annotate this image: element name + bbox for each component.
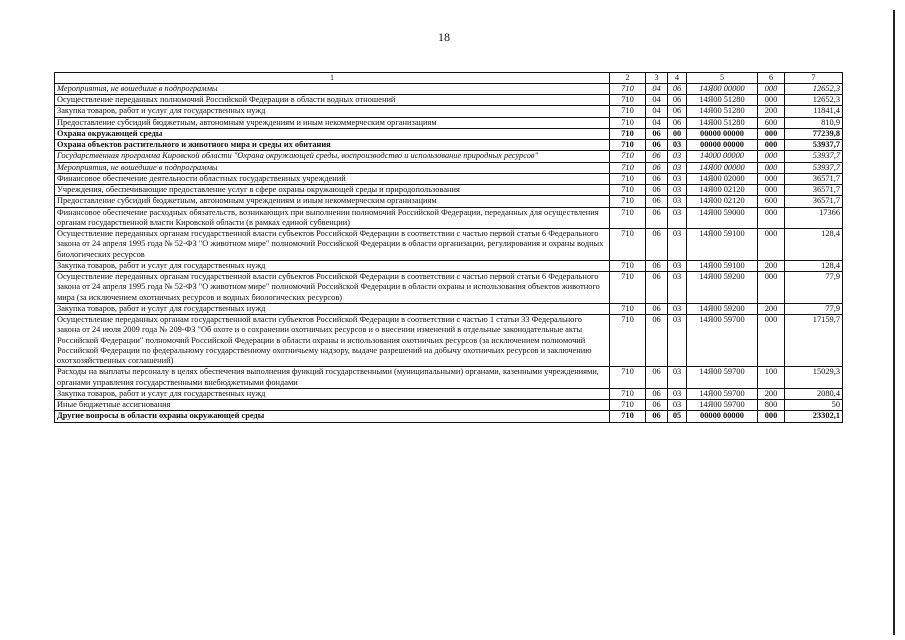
table-row xyxy=(55,173,843,184)
table-cell-subsection: 03 xyxy=(668,400,687,411)
table-row xyxy=(55,229,843,261)
table-cell-section: 04 xyxy=(646,117,668,128)
table-cell-expense-type: 200 xyxy=(758,106,785,117)
table-cell-target-article: 00000 00000 xyxy=(687,128,758,139)
table-cell-target-article: 14Я00 51280 xyxy=(687,106,758,117)
column-header: 1 xyxy=(55,73,610,84)
table-cell-target-article: 14Я00 59200 xyxy=(687,272,758,304)
table-cell-name: Мероприятия, не вошедшие в подпрограммы xyxy=(55,83,610,94)
table-cell-code: 710 xyxy=(610,400,646,411)
table-cell-name: Закупка товаров, работ и услуг для государственных нужд xyxy=(55,388,610,399)
table-cell-target-article: 14Я00 51280 xyxy=(687,95,758,106)
table-row xyxy=(55,400,843,411)
table-cell-target-article: 14Я00 51280 xyxy=(687,117,758,128)
table-cell-name: Другие вопросы в области охраны окружающей среды xyxy=(55,411,610,422)
table-cell-subsection: 05 xyxy=(668,411,687,422)
table-cell-expense-type: 100 xyxy=(758,367,785,389)
table-cell-amount: 15029,3 xyxy=(785,367,843,389)
table-cell-code: 710 xyxy=(610,229,646,261)
table-cell-code: 710 xyxy=(610,173,646,184)
table-cell-expense-type: 200 xyxy=(758,388,785,399)
table-cell-amount: 77,9 xyxy=(785,272,843,304)
table-cell-target-article: 14Я00 59700 xyxy=(687,388,758,399)
table-row xyxy=(55,260,843,271)
table-cell-name: Предоставление субсидий бюджетным, автономным учреждениям и иным некоммерческим организациям xyxy=(55,117,610,128)
table-cell-amount: 53937,7 xyxy=(785,162,843,173)
table-cell-code: 710 xyxy=(610,151,646,162)
table-cell-expense-type: 000 xyxy=(758,83,785,94)
column-header: 7 xyxy=(785,73,843,84)
table-cell-target-article: 14Я00 02120 xyxy=(687,196,758,207)
table-cell-code: 710 xyxy=(610,367,646,389)
table-cell-target-article: 14Я00 00000 xyxy=(687,83,758,94)
table-cell-subsection: 03 xyxy=(668,303,687,314)
column-header: 3 xyxy=(646,73,668,84)
table-cell-code: 710 xyxy=(610,95,646,106)
table-cell-target-article: 00000 00000 xyxy=(687,140,758,151)
table-row xyxy=(55,411,843,422)
table-cell-expense-type: 200 xyxy=(758,260,785,271)
table-cell-subsection: 03 xyxy=(668,173,687,184)
table-cell-name: Закупка товаров, работ и услуг для государственных нужд xyxy=(55,260,610,271)
table-cell-code: 710 xyxy=(610,106,646,117)
table-cell-name: Охрана объектов растительного и животного мира и среды их обитания xyxy=(55,140,610,151)
table-cell-code: 710 xyxy=(610,117,646,128)
table-cell-subsection: 03 xyxy=(668,151,687,162)
table-cell-target-article: 14000 00000 xyxy=(687,151,758,162)
table-cell-name: Осуществление переданных полномочий Российской Федерации в области водных отношений xyxy=(55,95,610,106)
table-cell-expense-type: 000 xyxy=(758,173,785,184)
table-cell-section: 06 xyxy=(646,272,668,304)
table-cell-section: 06 xyxy=(646,128,668,139)
table-cell-section: 06 xyxy=(646,315,668,367)
table-cell-amount: 77,9 xyxy=(785,303,843,314)
table-cell-expense-type: 600 xyxy=(758,196,785,207)
table-cell-amount: 36571,7 xyxy=(785,173,843,184)
table-cell-section: 06 xyxy=(646,151,668,162)
table-row xyxy=(55,128,843,139)
table-cell-amount: 50 xyxy=(785,400,843,411)
table-cell-section: 04 xyxy=(646,106,668,117)
table-cell-name: Закупка товаров, работ и услуг для государственных нужд xyxy=(55,106,610,117)
table-cell-target-article: 14Я00 59700 xyxy=(687,315,758,367)
table-cell-section: 06 xyxy=(646,140,668,151)
table-cell-name: Государственная программа Кировской области "Охрана окружающей среды, воспроизводство и использование природных ресурсов" xyxy=(55,151,610,162)
table-cell-expense-type: 000 xyxy=(758,128,785,139)
table-cell-code: 710 xyxy=(610,272,646,304)
table-cell-expense-type: 000 xyxy=(758,315,785,367)
table-row xyxy=(55,185,843,196)
table-row xyxy=(55,151,843,162)
table-cell-expense-type: 200 xyxy=(758,303,785,314)
table-cell-name: Мероприятия, не вошедшие в подпрограммы xyxy=(55,162,610,173)
table-cell-code: 710 xyxy=(610,411,646,422)
table-cell-section: 06 xyxy=(646,196,668,207)
table-cell-subsection: 03 xyxy=(668,315,687,367)
table-cell-code: 710 xyxy=(610,196,646,207)
budget-table xyxy=(54,72,843,423)
table-cell-target-article: 14Я00 59100 xyxy=(687,229,758,261)
table-cell-section: 06 xyxy=(646,400,668,411)
table-cell-name: Закупка товаров, работ и услуг для государственных нужд xyxy=(55,303,610,314)
table-row xyxy=(55,196,843,207)
table-row xyxy=(55,388,843,399)
table-cell-code: 710 xyxy=(610,303,646,314)
table-cell-section: 06 xyxy=(646,303,668,314)
table-cell-target-article: 14Я00 59000 xyxy=(687,207,758,229)
table-cell-amount: 810,9 xyxy=(785,117,843,128)
table-cell-target-article: 14Я00 59200 xyxy=(687,303,758,314)
table-cell-subsection: 03 xyxy=(668,260,687,271)
table-cell-code: 710 xyxy=(610,207,646,229)
table-cell-section: 06 xyxy=(646,207,668,229)
table-cell-target-article: 00000 00000 xyxy=(687,411,758,422)
table-cell-name: Финансовое обеспечение расходных обязательств, возникающих при выполнении полномочий Российской Федерации, переданных для осуществления органам государственной власти Кировской области (в рамках единой субвенции) xyxy=(55,207,610,229)
table-cell-code: 710 xyxy=(610,83,646,94)
table-cell-code: 710 xyxy=(610,388,646,399)
table-cell-section: 06 xyxy=(646,229,668,261)
table-cell-expense-type: 000 xyxy=(758,229,785,261)
table-row xyxy=(55,272,843,304)
column-header: 2 xyxy=(610,73,646,84)
table-cell-expense-type: 600 xyxy=(758,117,785,128)
table-header-row xyxy=(55,73,843,84)
table-row xyxy=(55,303,843,314)
table-cell-subsection: 03 xyxy=(668,207,687,229)
table-cell-name: Охрана окружающей среды xyxy=(55,128,610,139)
table-cell-expense-type: 000 xyxy=(758,162,785,173)
table-cell-name: Финансовое обеспечение деятельности областных государственных учреждений xyxy=(55,173,610,184)
table-row xyxy=(55,117,843,128)
page-number: 18 xyxy=(438,30,450,44)
table-row xyxy=(55,315,843,367)
table-cell-amount: 12652,3 xyxy=(785,95,843,106)
table-cell-subsection: 06 xyxy=(668,117,687,128)
table-cell-expense-type: 000 xyxy=(758,272,785,304)
table-cell-name: Предоставление субсидий бюджетным, автономным учреждениям и иным некоммерческим организациям xyxy=(55,196,610,207)
table-cell-target-article: 14Я00 59700 xyxy=(687,400,758,411)
table-cell-amount: 128,4 xyxy=(785,260,843,271)
table-cell-subsection: 03 xyxy=(668,388,687,399)
table-cell-amount: 17366 xyxy=(785,207,843,229)
table-cell-name: Осуществление переданных органам государственной власти субъектов Российской Федерации в соответствии с частью первой статьи 6 Федерального закона от 24 апреля 1995 года № 52-ФЗ "О животном мире" полномочий Российской Федерации в области охраны и использования объектов животного мира (за исключением охотничьих ресурсов и водных биологических ресурсов) xyxy=(55,272,610,304)
table-cell-section: 04 xyxy=(646,95,668,106)
table-row xyxy=(55,162,843,173)
table-cell-expense-type: 000 xyxy=(758,411,785,422)
table-cell-section: 06 xyxy=(646,260,668,271)
table-cell-amount: 23302,1 xyxy=(785,411,843,422)
table-cell-code: 710 xyxy=(610,260,646,271)
table-cell-section: 06 xyxy=(646,185,668,196)
table-row xyxy=(55,106,843,117)
table-cell-subsection: 06 xyxy=(668,83,687,94)
column-header: 5 xyxy=(687,73,758,84)
table-cell-amount: 53937,7 xyxy=(785,151,843,162)
table-cell-target-article: 14Я00 02120 xyxy=(687,185,758,196)
table-cell-name: Осуществление переданных органам государственной власти субъектов Российской Федерации в соответствии с частью 1 статьи 33 Федерального закона от 24 июля 2009 года № 209-ФЗ "Об охоте и о сохранении охотничьих ресурсов и о внесении изменений в отдельные законодательные акты Российской Федерации" полномочий Российской Федерации в области охраны и использования охотничьих ресурсов (за исключением полномочий Российской Федерации по федеральному государственному охотничьему надзору, выдаче разрешений на добычу охотничьих ресурсов и заключению охотхозяйственных соглашений) xyxy=(55,315,610,367)
table-cell-section: 04 xyxy=(646,83,668,94)
table-cell-section: 06 xyxy=(646,388,668,399)
table-cell-amount: 128,4 xyxy=(785,229,843,261)
table-cell-amount: 77239,8 xyxy=(785,128,843,139)
table-cell-amount: 36571,7 xyxy=(785,196,843,207)
table-cell-amount: 11841,4 xyxy=(785,106,843,117)
table-cell-subsection: 03 xyxy=(668,229,687,261)
table-cell-expense-type: 000 xyxy=(758,207,785,229)
table-cell-target-article: 14Я00 59100 xyxy=(687,260,758,271)
table-cell-expense-type: 000 xyxy=(758,185,785,196)
table-cell-target-article: 14Я00 59700 xyxy=(687,367,758,389)
table-cell-expense-type: 000 xyxy=(758,95,785,106)
table-cell-amount: 53937,7 xyxy=(785,140,843,151)
table-cell-subsection: 06 xyxy=(668,106,687,117)
table-cell-amount: 17159,7 xyxy=(785,315,843,367)
table-cell-section: 06 xyxy=(646,162,668,173)
table-cell-name: Осуществление переданных органам государственной власти субъектов Российской Федерации в соответствии с частью первой статьи 6 Федерального закона от 24 апреля 1995 года № 52-ФЗ "О животном мире" полномочий Российской Федерации в области организации, регулирования и охраны водных биологических ресурсов xyxy=(55,229,610,261)
table-row xyxy=(55,207,843,229)
table-cell-amount: 12652,3 xyxy=(785,83,843,94)
table-cell-subsection: 03 xyxy=(668,140,687,151)
table-cell-section: 06 xyxy=(646,367,668,389)
table-cell-target-article: 14Я00 02000 xyxy=(687,173,758,184)
table-cell-code: 710 xyxy=(610,162,646,173)
table-cell-subsection: 03 xyxy=(668,272,687,304)
table-cell-code: 710 xyxy=(610,128,646,139)
table-cell-target-article: 14Я00 00000 xyxy=(687,162,758,173)
table-cell-expense-type: 000 xyxy=(758,151,785,162)
table-cell-section: 06 xyxy=(646,173,668,184)
table-cell-subsection: 03 xyxy=(668,162,687,173)
table-cell-amount: 36571,7 xyxy=(785,185,843,196)
table-cell-subsection: 03 xyxy=(668,185,687,196)
table-cell-name: Иные бюджетные ассигнования xyxy=(55,400,610,411)
table-cell-code: 710 xyxy=(610,315,646,367)
table-cell-amount: 2080,4 xyxy=(785,388,843,399)
table-row xyxy=(55,83,843,94)
page-edge-line xyxy=(893,10,895,635)
table-row xyxy=(55,140,843,151)
table-cell-subsection: 03 xyxy=(668,196,687,207)
table-cell-subsection: 00 xyxy=(668,128,687,139)
table-row xyxy=(55,95,843,106)
table-cell-subsection: 03 xyxy=(668,367,687,389)
table-row xyxy=(55,367,843,389)
table-cell-expense-type: 800 xyxy=(758,400,785,411)
column-header: 6 xyxy=(758,73,785,84)
table-cell-code: 710 xyxy=(610,185,646,196)
table-cell-section: 06 xyxy=(646,411,668,422)
table-cell-code: 710 xyxy=(610,140,646,151)
table-cell-name: Расходы на выплаты персоналу в целях обеспечения выполнения функций государственными (муниципальными) органами, казенными учреждениями, органами управления государственными внебюджетными фондами xyxy=(55,367,610,389)
table-cell-subsection: 06 xyxy=(668,95,687,106)
table-cell-name: Учреждения, обеспечивающие предоставление услуг в сфере охраны окружающей среды и природопользования xyxy=(55,185,610,196)
table-cell-expense-type: 000 xyxy=(758,140,785,151)
column-header: 4 xyxy=(668,73,687,84)
